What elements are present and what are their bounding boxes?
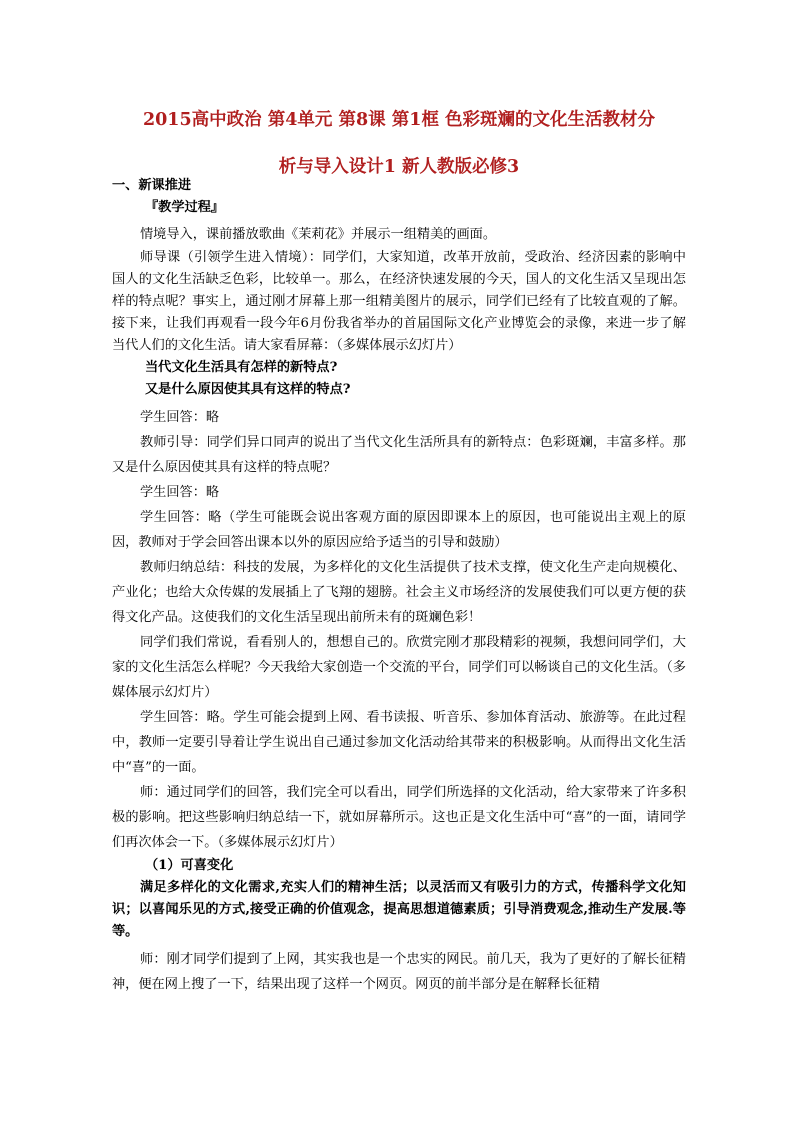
paragraph-teacher-summary: 教师归纳总结：科技的发展，为多样化的文化生活提供了技术支撑，使文化生产走向规模化、产业化；也给大众传媒的发展插上了飞翔的翅膀。社会主义市场经济的发展使我们可以更方便的获得文化产品。这使我们的文化生活呈现出前所未有的斑斓色彩！	[112, 560, 686, 625]
paragraph-student-answer: 学生回答：略	[140, 410, 220, 425]
paragraph-teacher-guide: 教师引导：同学们异口同声的说出了当代文化生活所具有的新特点：色彩斑斓，丰富多样。那又是什么原因使其具有这样的特点呢？	[112, 435, 686, 475]
paragraph-exchange: 同学们我们常说，看看别人的，想想自己的。欣赏完刚才那段精彩的视频，我想问同学们，大家的文化生活怎么样呢？今天我给大家创造一个交流的平台，同学们可以畅谈自己的文化生活。（多媒体展示幻灯片）	[112, 635, 686, 700]
paragraph-internet: 师：刚才同学们提到了上网，其实我也是一个忠实的网民。前几天，我为了更好的了解长征精神，便在网上搜了一下，结果出现了这样一个网页。网页的前半部分是在解释长征精	[112, 952, 686, 992]
paragraph-positive-changes: 满足多样化的文化需求,充实人们的精神生活；以灵活而又有吸引力的方式，传播科学文化知识；以喜闻乐见的方式,接受正确的价值观念，提高思想道德素质；引导消费观念,推动生产发展.等等。	[112, 880, 686, 939]
document-body	[112, 175, 686, 997]
question-1: 当代文化生活具有怎样的新特点?	[145, 360, 338, 375]
step-heading: 『教学过程』	[145, 200, 225, 215]
paragraph-student-answer: 学生回答：略	[140, 485, 220, 500]
paragraph-teacher-conclusion: 师：通过同学们的回答，我们完全可以看出，同学们所选择的文化活动，给大家带来了许多积极的影响。把这些影响归纳总结一下，就如屏幕所示。这也正是文化生活中可“喜”的一面，请同学们再次体会一下。（多媒体展示幻灯片）	[112, 785, 686, 850]
question-2: 又是什么原因使其具有这样的特点?	[145, 382, 351, 397]
document-title-line1: 2015高中政治 第4单元 第8课 第1框 色彩斑斓的文化生活教材分	[142, 110, 656, 130]
paragraph-student-answer-activities: 学生回答：略。学生可能会提到上网、看书读报、听音乐、参加体育活动、旅游等。在此过程中，教师一定要引导着让学生说出自己通过参加文化活动给其带来的积极影响。从而得出文化生活中“喜”的一面。	[112, 710, 686, 775]
document-title-line2: 析与导入设计1 新人教版必修3	[278, 157, 520, 177]
paragraph-teacher-lead: 师导课（引领学生进入情境）：同学们，大家知道，改革开放前，受政治、经济因素的影响中国人的文化生活缺乏色彩，比较单一。那么，在经济快速发展的今天，国人的文化生活又呈现出怎样的特点呢？事实上，通过刚才屏幕上那一组精美图片的展示，同学们已经有了比较直观的了解。接下来，让我们再观看一段今年6月份我省举办的首届国际文化产业博览会的录像，来进一步了解当代人们的文化生活。请大家看屏幕：（多媒体展示幻灯片）	[112, 250, 686, 353]
subheading-positive-changes: （1）可喜变化	[145, 858, 234, 873]
paragraph-intro: 情境导入，课前播放歌曲《茉莉花》并展示一组精美的画面。	[140, 227, 497, 242]
paragraph-student-answer-detail: 学生回答：略（学生可能既会说出客观方面的原因即课本上的原因，也可能说出主观上的原因，教师对于学会回答出课本以外的原因应给予适当的引导和鼓励）	[112, 510, 686, 550]
section-heading: 一、新课推进	[112, 178, 192, 193]
